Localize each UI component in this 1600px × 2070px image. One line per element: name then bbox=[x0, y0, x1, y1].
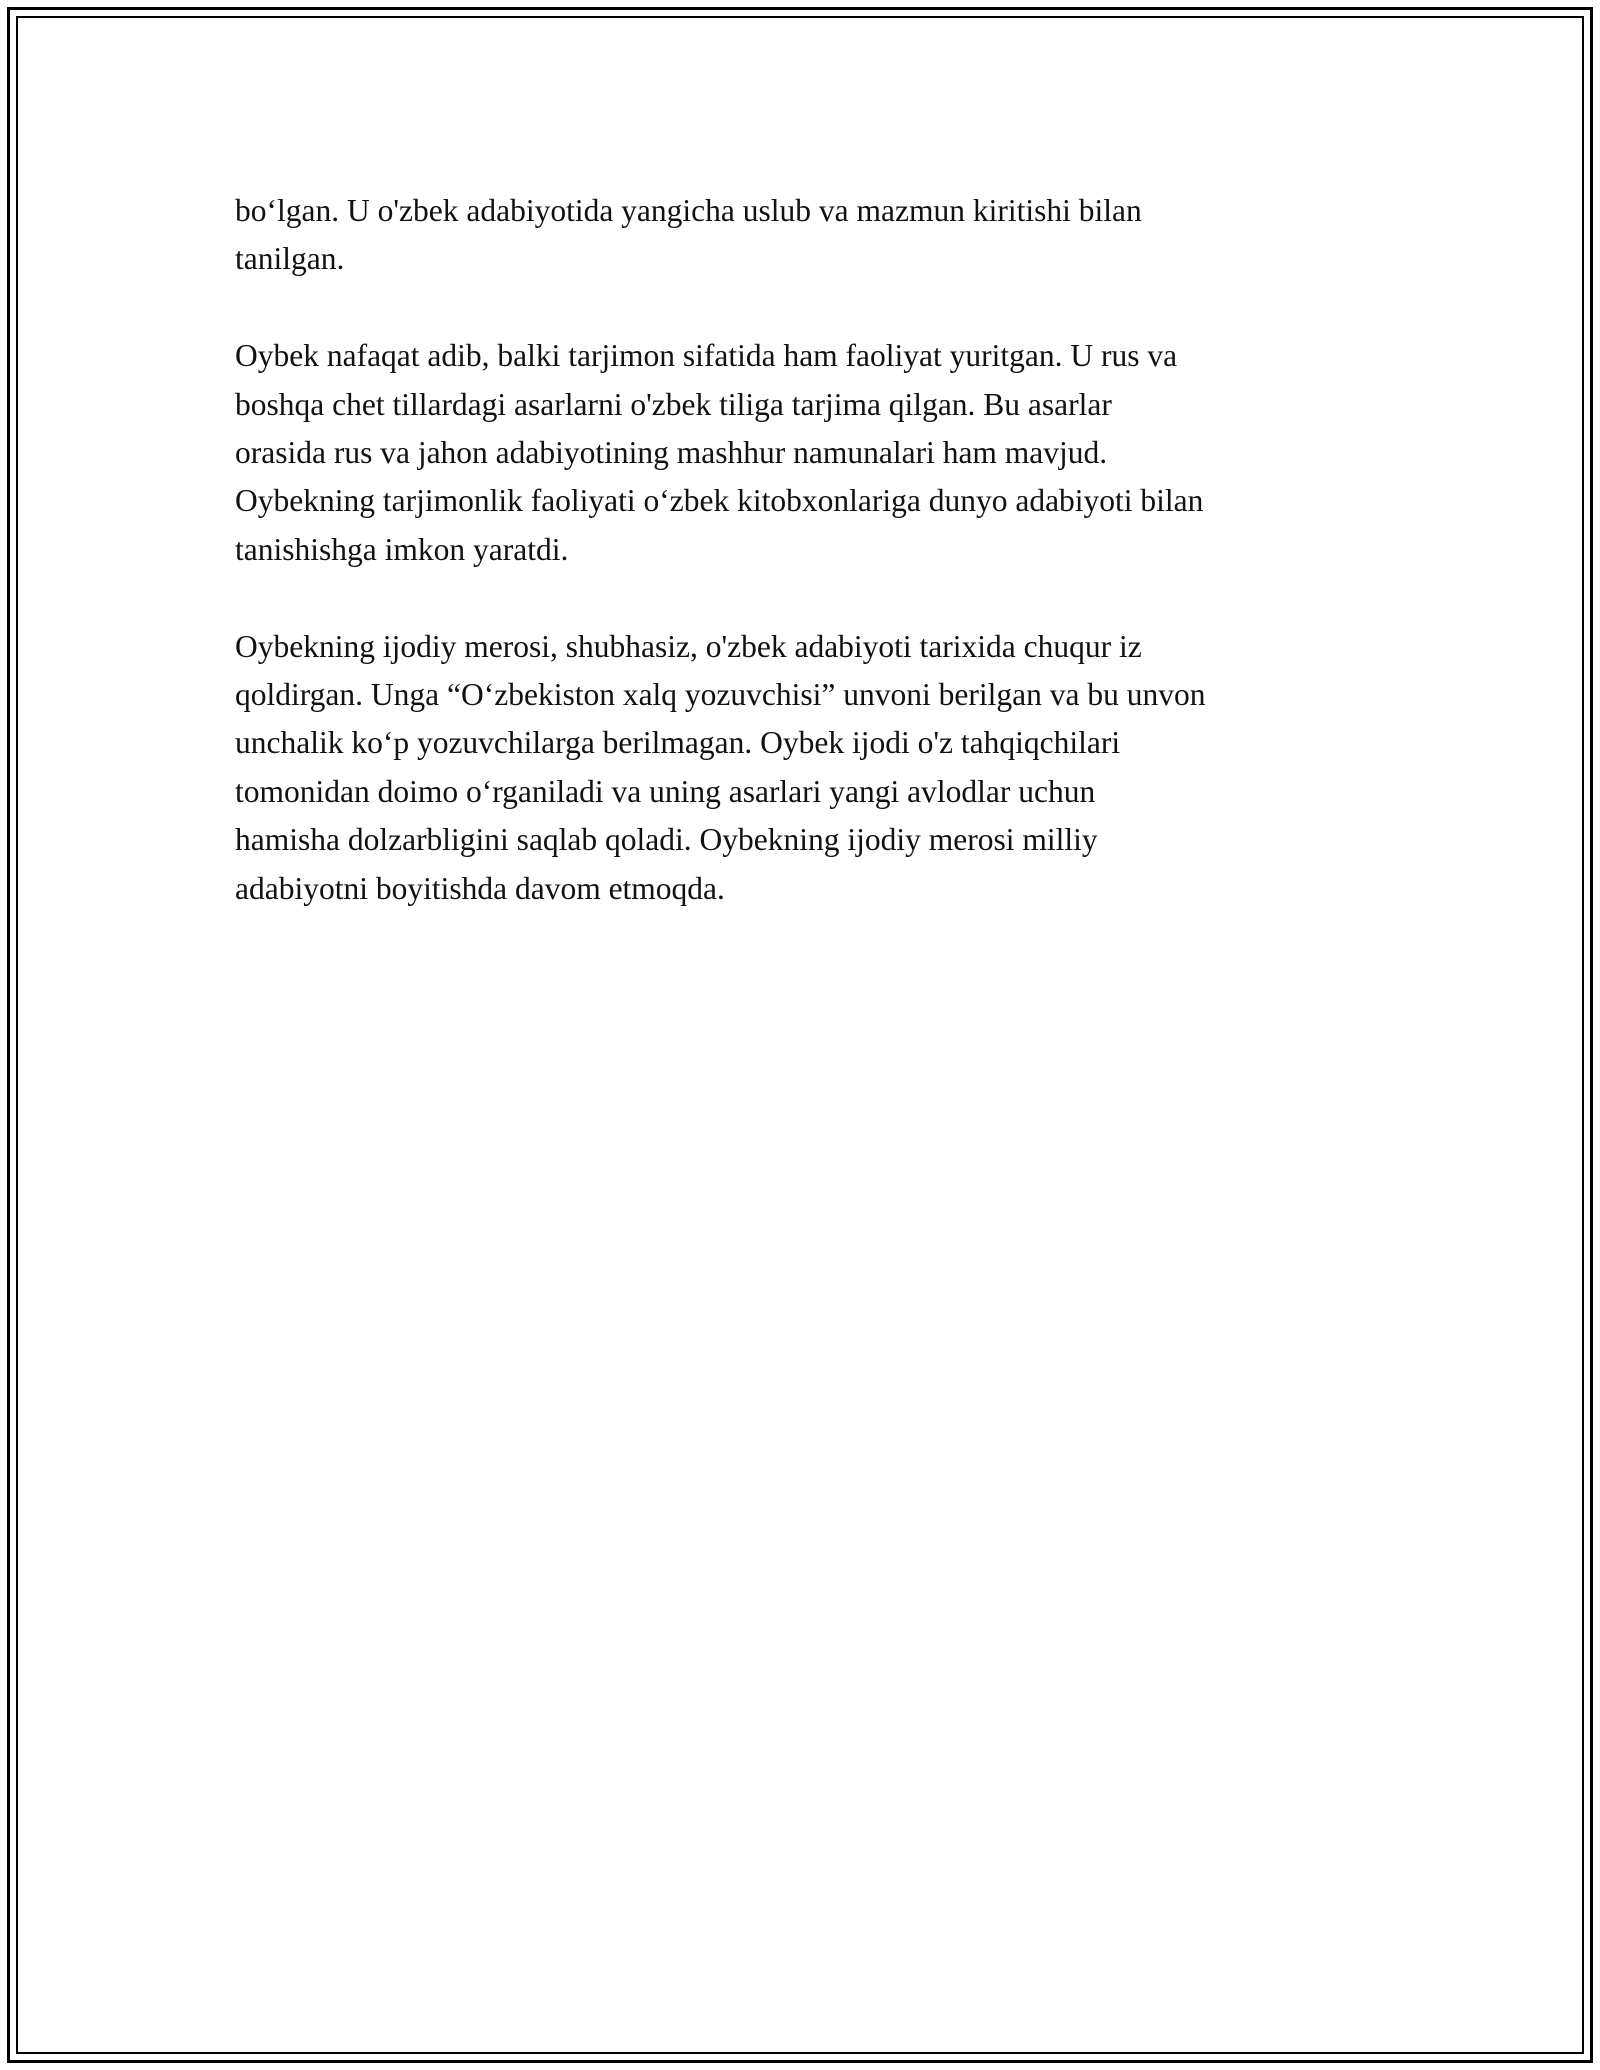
paragraph-spacer bbox=[235, 284, 1385, 332]
paragraph-line: boshqa chet tillardagi asarlarni o'zbek tiliga tarjima qilgan. Bu asarlar bbox=[235, 386, 1112, 422]
paragraph-1 bbox=[235, 187, 1385, 284]
paragraph-3 bbox=[235, 623, 1385, 913]
paragraph-2 bbox=[235, 332, 1385, 574]
paragraph-line: hamisha dolzarbligini saqlab qoladi. Oybekning ijodiy merosi milliy bbox=[235, 822, 1098, 858]
paragraph-line: bo‘lgan. U o'zbek adabiyotida yangicha uslub va mazmun kiritishi bilan bbox=[235, 193, 1142, 228]
paragraph-line: orasida rus va jahon adabiyotining mashhur namunalari ham mavjud. bbox=[235, 435, 1108, 471]
paragraph-line: tomonidan doimo o‘rganiladi va uning asarlari yangi avlodlar uchun bbox=[235, 773, 1096, 809]
paragraph-line: unchalik ko‘p yozuvchilarga berilmagan. Oybek ijodi o'z tahqiqchilari bbox=[235, 725, 1121, 761]
paragraph-line: Oybek nafaqat adib, balki tarjimon sifatida ham faoliyat yuritgan. U rus va bbox=[235, 338, 1178, 374]
paragraph-spacer bbox=[235, 574, 1385, 622]
paragraph-line: adabiyotni boyitishda davom etmoqda. bbox=[235, 870, 725, 906]
paragraph-line: qoldirgan. Unga “O‘zbekiston xalq yozuvchisi” unvoni berilgan va bu unvon bbox=[235, 677, 1206, 713]
paragraph-line: tanishishga imkon yaratdi. bbox=[235, 531, 569, 567]
paragraph-line: Oybekning tarjimonlik faoliyati o‘zbek kitobxonlariga dunyo adabiyoti bilan bbox=[235, 483, 1204, 519]
paragraph-line: Oybekning ijodiy merosi, shubhasiz, o'zbek adabiyoti tarixida chuqur iz bbox=[235, 628, 1142, 664]
paragraph-line: tanilgan. bbox=[235, 241, 345, 277]
document-body bbox=[235, 187, 1385, 913]
